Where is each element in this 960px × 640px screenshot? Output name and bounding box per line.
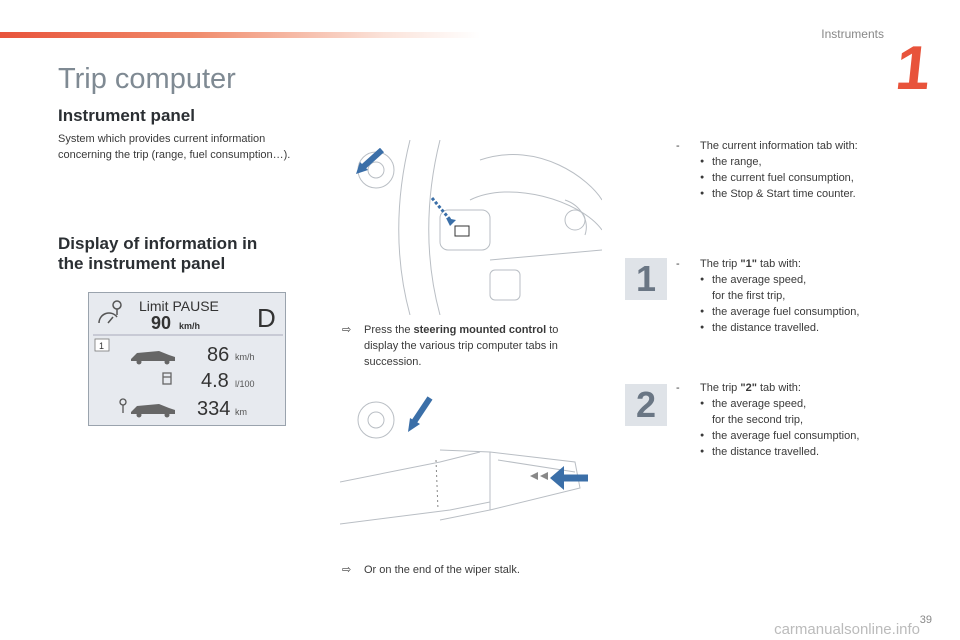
list-item-continuation: for the first trip,	[712, 290, 786, 302]
wiper-stalk-graphic	[340, 390, 602, 530]
instrument-panel-description: System which provides current information concerning the trip (range, fuel consumption…).	[58, 133, 291, 161]
list-item: ● the average speed,	[712, 396, 906, 412]
list-item: ● the Stop & Start time counter.	[712, 186, 906, 202]
range-icon	[120, 399, 126, 413]
limit-label: Limit PAUSE	[139, 298, 219, 314]
current-list	[700, 154, 906, 202]
page-title: Trip computer	[58, 63, 236, 95]
trip1-intro-bold: "1"	[740, 258, 757, 270]
press-instruction	[342, 322, 592, 370]
press-prefix: Press the	[364, 324, 414, 336]
fuel-value: 4.8	[201, 370, 229, 392]
list-item: ● the distance travelled.	[712, 444, 906, 460]
press-arrow-icon	[354, 148, 386, 178]
limit-speed: 90	[151, 313, 172, 333]
speed-unit: km/h	[235, 352, 255, 362]
list-item: ● the distance travelled.	[712, 320, 906, 336]
press-bold: steering mounted control	[413, 324, 547, 336]
instrument-panel-heading: Instrument panel	[58, 106, 195, 125]
list-item-continuation: for the second trip,	[712, 414, 804, 426]
trip1-list	[700, 272, 906, 336]
fuel-pump-icon	[163, 373, 171, 384]
fuel-unit: l/100	[235, 379, 255, 389]
current-intro: The current information tab with:	[700, 140, 858, 152]
distance-value: 334	[197, 398, 231, 420]
wiper-small-arrow-icon	[404, 394, 436, 436]
footer-watermark: carmanualsonline.info	[774, 621, 920, 638]
instruction-marker-icon: ⇨	[342, 324, 352, 336]
distance-unit: km	[235, 407, 247, 417]
current-info-block: - The current information tab with: ● the range, ● the current fuel consumption, ● the Stop & Start time counter.	[676, 138, 906, 202]
trip2-tab-icon: 2	[625, 384, 667, 426]
instruction-marker-icon: ⇨	[342, 564, 352, 576]
list-item: ● the range,	[712, 154, 906, 170]
display-graphics	[89, 293, 287, 427]
trip1-intro-suffix: tab with:	[756, 258, 801, 270]
trip2-info-block: - The trip "2" tab with: ● the average speed, for the second trip, ● the average fuel consumption, ● the distance travelled.	[676, 380, 906, 460]
trip1-tab-icon: 1	[625, 258, 667, 300]
wiper-stalk-illustration	[340, 390, 602, 530]
trip2-list	[700, 396, 906, 460]
wiper-text: Or on the end of the wiper stalk.	[364, 564, 520, 576]
wiper-end-arrow-icon	[548, 462, 590, 494]
list-item: ● the average fuel consumption,	[712, 304, 906, 320]
header-accent-bar	[0, 32, 480, 38]
list-item: ● the average speed,	[712, 272, 906, 288]
trip1-intro-prefix: The trip	[700, 258, 741, 270]
trip2-intro	[700, 380, 906, 396]
chapter-number: 1	[891, 34, 934, 103]
display-heading-line1: Display of information in	[58, 234, 258, 253]
car-distance-icon	[131, 404, 175, 418]
display-heading-line2: the instrument panel	[58, 254, 226, 273]
speed-value: 86	[207, 344, 230, 366]
list-item: ● the current fuel consumption,	[712, 170, 906, 186]
trip1-intro	[700, 256, 906, 272]
gear-indicator: D	[257, 303, 276, 333]
limit-unit: km/h	[179, 321, 201, 331]
speedometer-icon	[99, 301, 121, 323]
section-label: Instruments	[821, 27, 884, 41]
trip2-intro-bold: "2"	[740, 382, 757, 394]
wiper-instruction	[342, 562, 592, 578]
tab-indicator: 1	[99, 341, 105, 351]
car-speed-icon	[131, 351, 175, 365]
display-section-heading	[58, 234, 257, 274]
press-suffix: to display the various trip computer tabs in succession.	[364, 324, 559, 368]
page-number: 39	[919, 614, 932, 626]
list-item: ● the average fuel consumption,	[712, 428, 906, 444]
trip1-info-block: - The trip "1" tab with: ● the average speed, for the first trip, ● the average fuel consumption, ● the distance travelled.	[676, 256, 906, 336]
trip2-intro-suffix: tab with:	[756, 382, 801, 394]
instrument-display	[88, 292, 286, 426]
trip2-intro-prefix: The trip	[700, 382, 741, 394]
